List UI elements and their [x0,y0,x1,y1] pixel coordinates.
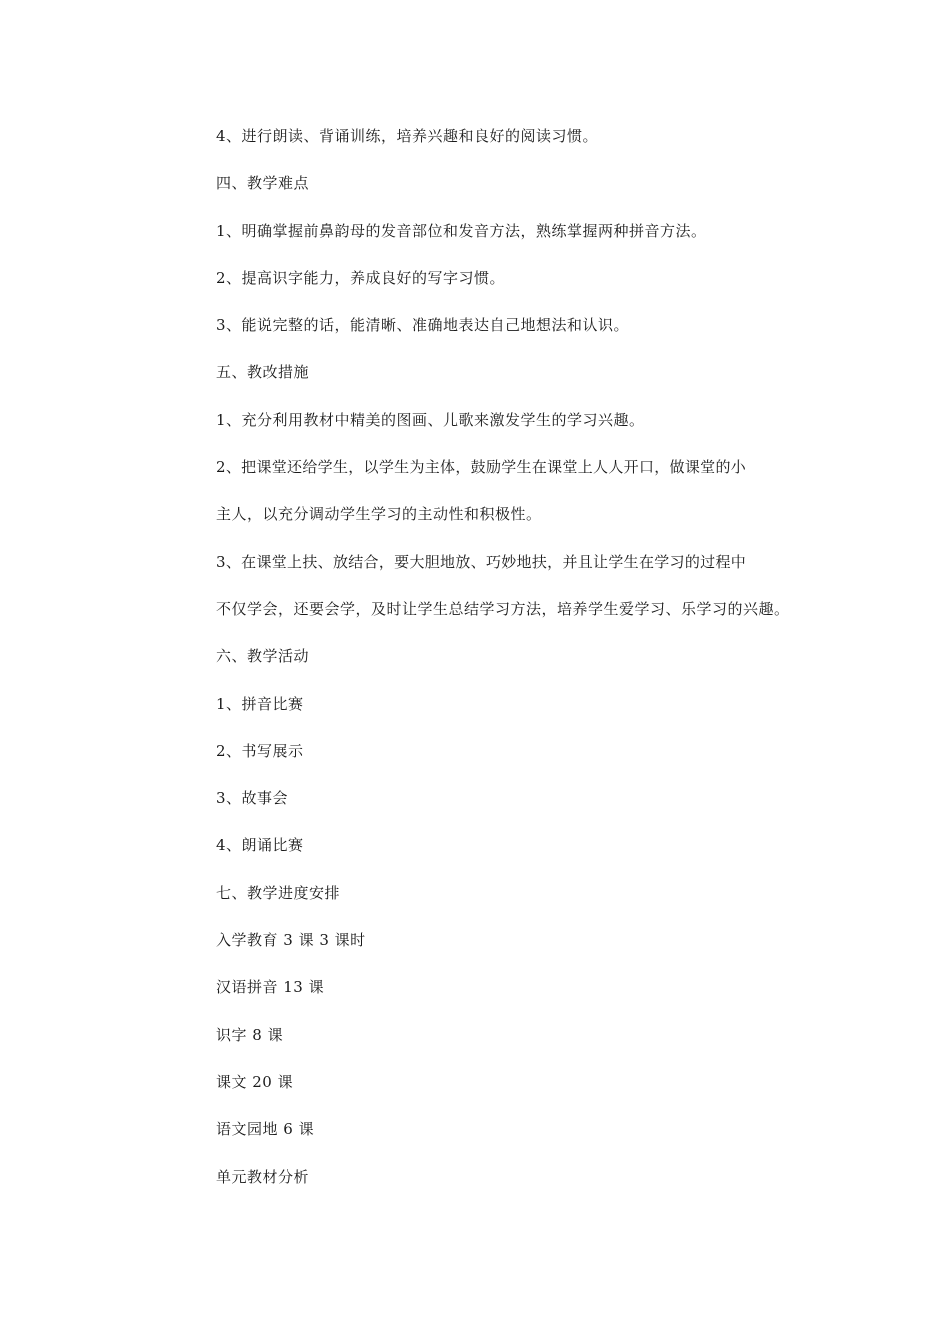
schedule-item: 识字 8 课 [216,1025,284,1044]
list-item: 4、进行朗读、背诵训练，培养兴趣和良好的阅读习惯。 [216,127,599,145]
list-item: 1、充分利用教材中精美的图画、儿歌来激发学生的学习兴趣。 [216,410,645,429]
list-item-continuation: 主人，以充分调动学生学习的主动性和积极性。 [216,505,542,524]
section-heading: 六、教学活动 [216,647,310,666]
section-heading: 五、教改措施 [216,363,310,382]
section-heading: 七、教学进度安排 [216,883,341,902]
list-item: 4、朗诵比赛 [216,836,304,855]
document-body [216,124,816,1212]
list-item: 1、拼音比赛 [216,694,304,713]
schedule-item: 入学教育 3 课 3 课时 [216,931,366,950]
list-item: 3、能说完整的话，能清晰、准确地表达自己地想法和认识。 [216,316,630,335]
section-heading: 单元教材分析 [216,1167,310,1186]
schedule-item: 语文园地 6 课 [216,1120,315,1139]
list-item: 2、书写展示 [216,741,304,760]
schedule-item: 汉语拼音 13 课 [216,978,325,997]
list-item: 2、把课堂还给学生，以学生为主体，鼓励学生在课堂上人人开口，做课堂的小 [216,458,747,477]
list-item-continuation: 不仅学会，还要会学，及时让学生总结学习方法，培养学生爱学习、乐学习的兴趣。 [216,599,790,618]
list-item: 2、提高识字能力，养成良好的写字习惯。 [216,268,506,287]
section-heading: 四、教学难点 [216,174,310,193]
list-item: 3、故事会 [216,789,289,808]
schedule-item: 课文 20 课 [216,1072,294,1091]
list-item: 3、在课堂上扶、放结合，要大胆地放、巧妙地扶，并且让学生在学习的过程中 [216,552,747,571]
list-item: 1、明确掌握前鼻韵母的发音部位和发音方法，熟练掌握两种拼音方法。 [216,221,707,240]
